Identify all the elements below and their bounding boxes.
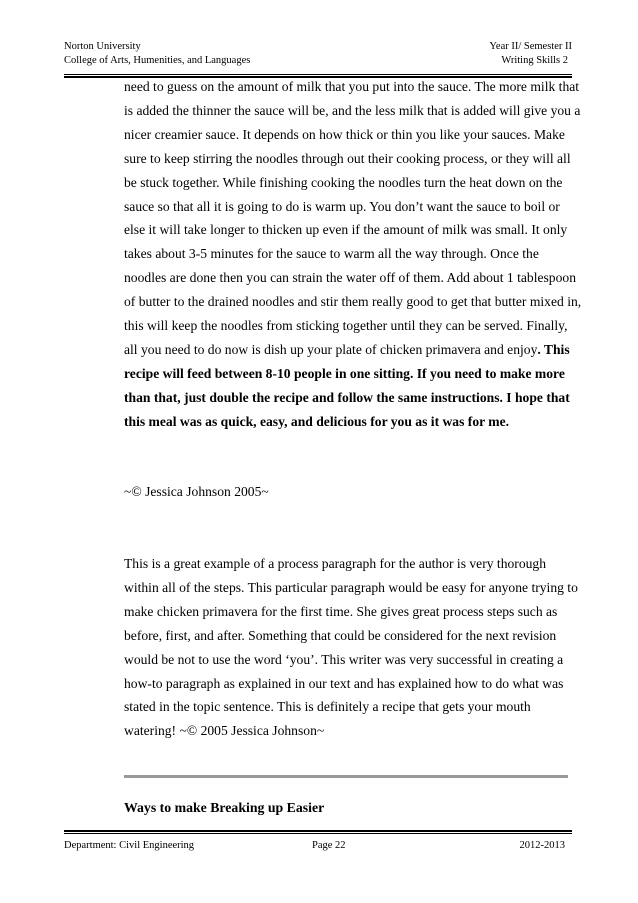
header-college: College of Arts, Humenities, and Languages bbox=[64, 55, 251, 66]
copyright-line: ~© Jessica Johnson 2005~ bbox=[124, 484, 269, 499]
section-heading: Ways to make Breaking up Easier bbox=[124, 800, 325, 815]
recipe-paragraph-bold-text: . This recipe will feed between 8-10 people in one sitting. If you need to make more than that, just double the recipe and follow the same instructions. I hope that this meal was as quick, easy, and delicious for you as it was for me. bbox=[124, 341, 570, 429]
footer-years: 2012-2013 bbox=[519, 840, 565, 851]
page-header bbox=[64, 40, 572, 68]
recipe-paragraph bbox=[124, 75, 582, 434]
commentary-paragraph: This is a great example of a process paragraph for the author is very thorough within all of the steps. This particular paragraph would be easy for anyone trying to make chicken primavera for the first time. She gives great process steps such as before, first, and after. Something that could be considered for the next revision would be not to use the word ‘you’. This writer was very successful in creating a how-to paragraph as explained in our text and has explained how to do what was stated in the topic sentence. This is definitely a recipe that gets your mouth watering! ~© 2005 Jessica Johnson~ bbox=[124, 556, 578, 739]
footer-page-number: Page 22 bbox=[312, 840, 346, 851]
footer-rule bbox=[64, 833, 572, 834]
header-course: Writing Skills 2 bbox=[501, 55, 568, 66]
footer-department: Department: Civil Engineering bbox=[64, 840, 195, 851]
footer-rule-thick bbox=[64, 830, 572, 832]
header-university: Norton University bbox=[64, 41, 141, 52]
section-divider bbox=[124, 775, 568, 778]
header-year-semester: Year II/ Semester II bbox=[489, 41, 572, 52]
recipe-paragraph-text: need to guess on the amount of milk that you put into the sauce. The more milk that is added the thinner the sauce will be, and the less milk that is added will give you a nicer creamier sauce. It depends on how thick or thin you like your sauces. Make sure to keep stirring the noodles through out their cooking process, or they will all be stuck together. While finishing cooking the noodles turn the heat down on the sauce so that all it is going to do is warm up. You don’t want the sauce to boil or else it will take longer to thicken up even if the amount of milk was small. It only takes about 3-5 minutes for the sauce to warm all the way through. Once the noodles are done then you can strain the water off of them. Add about 1 tablespoon of butter to the drained noodles and stir them really good to get that butter mixed in, this will keep the noodles from sticking together until they can be served. Finally, all you need to do now is dish up your plate of chicken primavera and enjoy bbox=[124, 79, 582, 357]
